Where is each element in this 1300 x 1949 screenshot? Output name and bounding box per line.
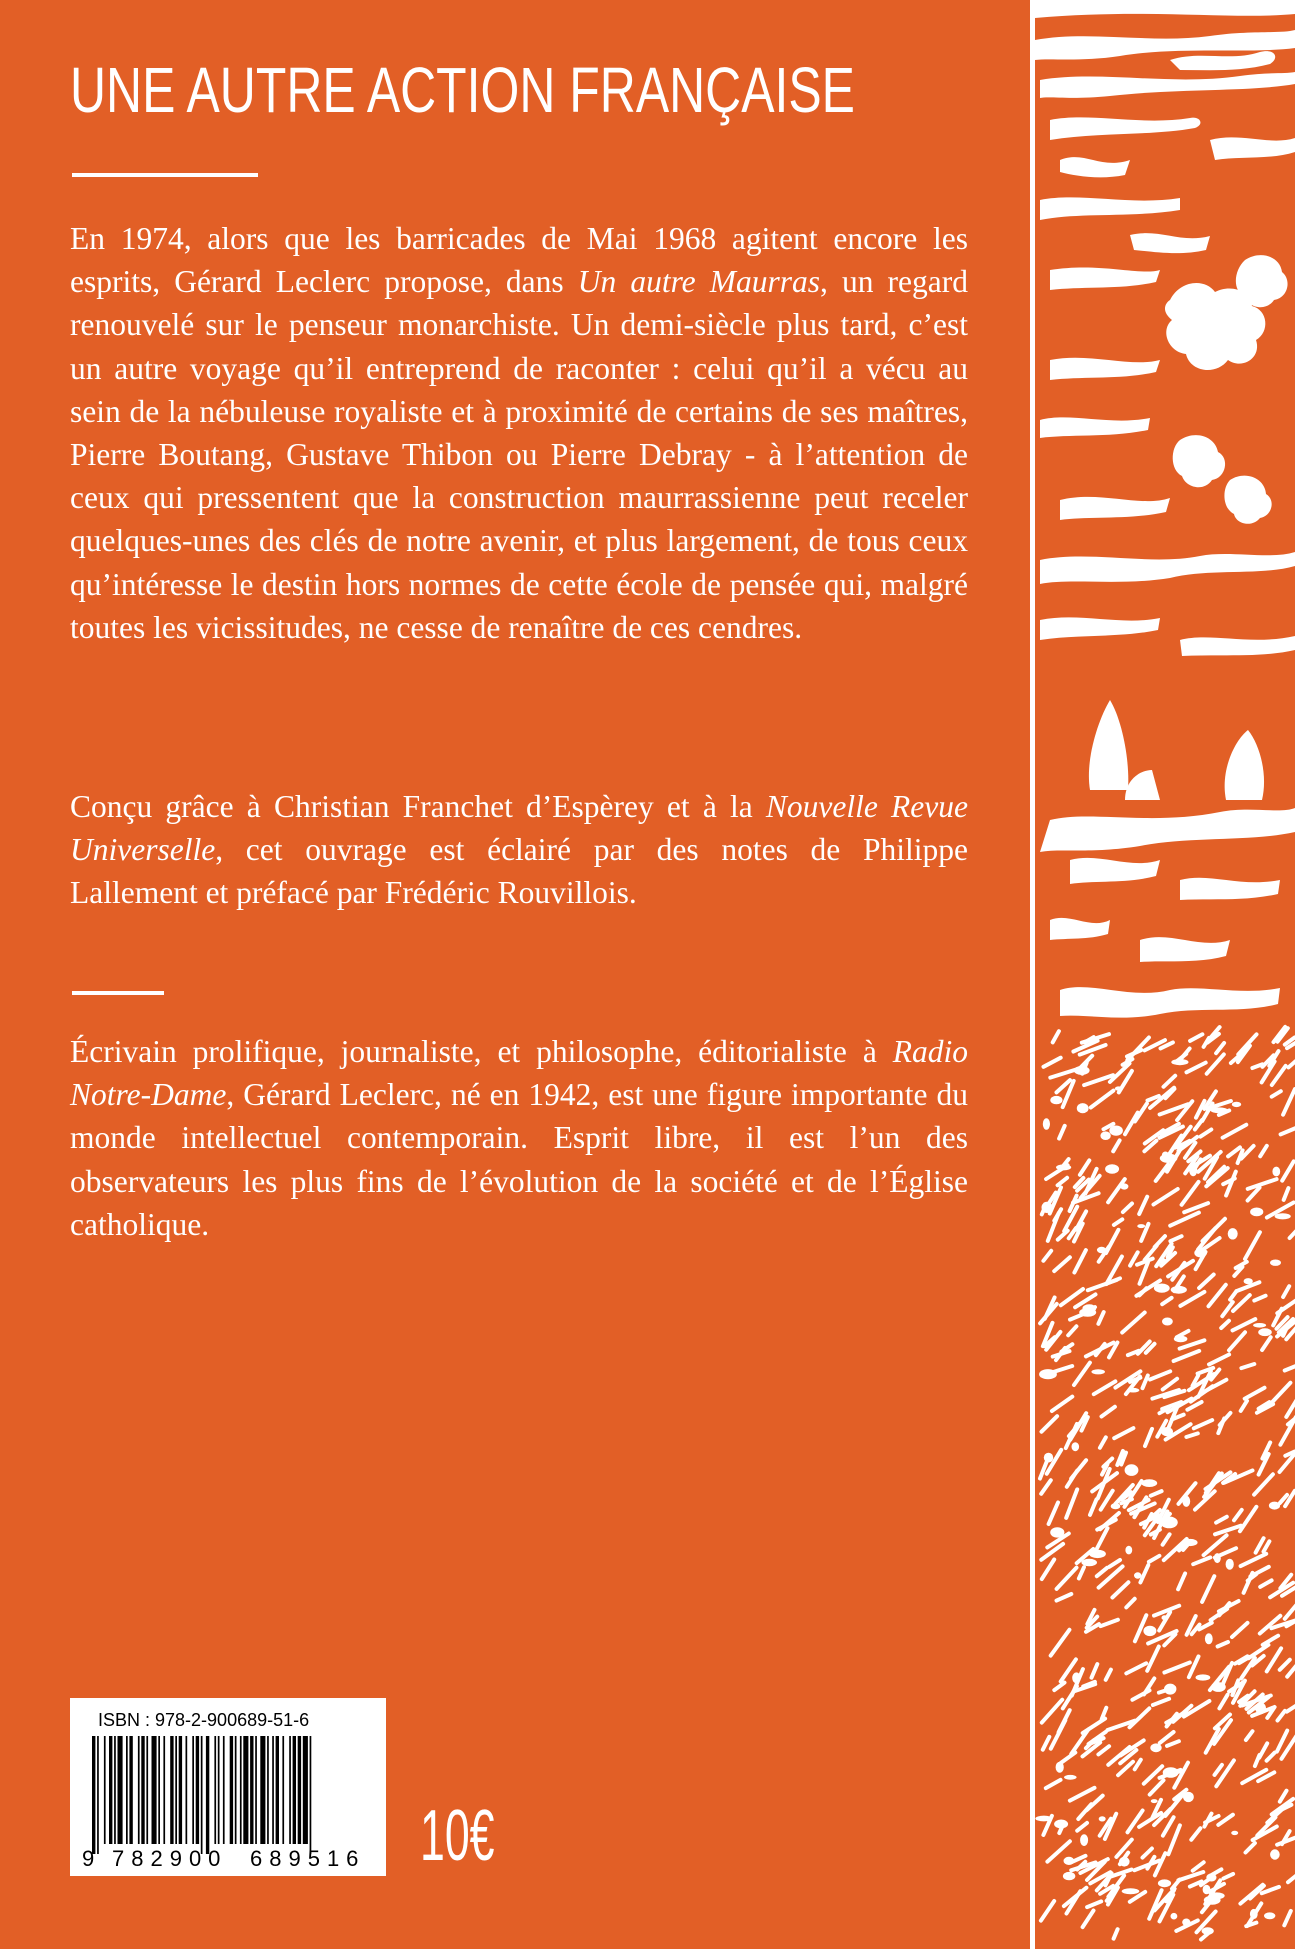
barcode-bar xyxy=(230,1736,233,1844)
barcode-bar xyxy=(303,1736,308,1844)
woodcut-blob xyxy=(1244,1278,1253,1284)
woodcut-blob xyxy=(1231,1831,1238,1835)
woodcut-blob xyxy=(1270,1260,1281,1266)
barcode-bar xyxy=(310,1736,312,1854)
barcode-bar xyxy=(104,1736,106,1844)
woodcut-blob xyxy=(1205,1633,1213,1644)
barcode-bar xyxy=(92,1736,95,1854)
woodcut-blob xyxy=(1050,1096,1062,1104)
barcode-bar xyxy=(240,1736,242,1844)
bio-text-end: , Gérard Leclerc, né en 1942, est une figure importante du monde intellectuel contemporain. Esprit libre, il est l’un des observateurs les plus fins de l’évolution de la société et de l’Église catholique. xyxy=(70,1077,968,1242)
woodcut-blob xyxy=(1150,1743,1161,1752)
woodcut-blob xyxy=(1226,1559,1234,1570)
journal-reference: Nouvelle Revue Universelle xyxy=(70,789,968,868)
woodcut-blob xyxy=(1194,1248,1207,1257)
woodcut-blob xyxy=(1182,1496,1190,1507)
woodcut-blob xyxy=(1109,1126,1123,1136)
woodcut-blob xyxy=(1232,1102,1241,1107)
woodcut-blob xyxy=(1115,1086,1123,1090)
woodcut-blob xyxy=(1160,1517,1177,1529)
woodcut-blob xyxy=(1158,1879,1171,1887)
bio-text-start: Écrivain prolifique, journaliste, et philosophe, éditorialiste à xyxy=(70,1034,893,1069)
barcode-digits-left: 782900 xyxy=(112,1846,228,1871)
barcode-bar xyxy=(255,1736,257,1844)
woodcut-blob xyxy=(1183,1539,1197,1546)
woodcut-blob xyxy=(1250,1909,1258,1919)
isbn-label: ISBN : 978-2-900689-51-6 xyxy=(98,1710,310,1730)
barcode-bar xyxy=(282,1736,284,1844)
woodcut-blob xyxy=(1141,1479,1157,1487)
woodcut-blob xyxy=(1255,1702,1266,1714)
woodcut-blob xyxy=(1120,1183,1128,1189)
woodcut-blob xyxy=(1127,1388,1139,1393)
woodcut-blob xyxy=(1044,1453,1053,1463)
woodcut-blob xyxy=(1204,1896,1221,1905)
barcode-digit-first: 9 xyxy=(82,1846,95,1871)
barcode-bar xyxy=(276,1736,279,1844)
title-divider xyxy=(72,173,258,177)
book-reference: Un autre Maurras xyxy=(577,264,820,300)
barcode-bar xyxy=(206,1736,209,1854)
woodcut-art xyxy=(1030,0,1300,1949)
woodcut-blob xyxy=(1264,1912,1275,1919)
book-title: UNE AUTRE ACTION FRANÇAISE xyxy=(70,54,855,126)
barcode-bar xyxy=(260,1736,265,1844)
woodcut-blob xyxy=(1064,1857,1075,1865)
barcode-bar xyxy=(298,1736,301,1844)
woodcut-blob xyxy=(1171,1059,1188,1065)
barcode-bar xyxy=(179,1736,182,1844)
woodcut-blob xyxy=(1125,1464,1139,1476)
woodcut-blob xyxy=(1072,1672,1080,1683)
radio-reference: Radio Notre-Dame xyxy=(70,1034,968,1113)
woodcut-blob xyxy=(1074,1066,1090,1075)
woodcut-blob xyxy=(1196,1674,1211,1680)
woodcut-blob xyxy=(1171,1286,1187,1294)
woodcut-blob xyxy=(1143,1626,1156,1636)
barcode-bar xyxy=(214,1736,216,1844)
woodcut-blob xyxy=(1072,1442,1080,1451)
woodcut-blob xyxy=(1270,1849,1280,1859)
barcode-bar xyxy=(138,1736,140,1844)
woodcut-blob xyxy=(1039,1369,1057,1379)
woodcut-blob xyxy=(1091,1369,1105,1374)
woodcut-blob xyxy=(1162,1615,1168,1620)
woodcut-blob xyxy=(1125,1546,1132,1555)
woodcut-blob xyxy=(1162,1152,1169,1159)
barcode-bar xyxy=(152,1736,157,1844)
barcode-bar xyxy=(170,1736,173,1844)
woodcut-blob xyxy=(1162,1318,1173,1326)
woodcut-blob xyxy=(1082,1304,1096,1312)
woodcut-blob xyxy=(1250,1208,1263,1217)
credits-paragraph xyxy=(70,785,968,915)
author-bio-paragraph xyxy=(70,1030,968,1246)
woodcut-blob xyxy=(1275,1213,1291,1219)
woodcut-blob xyxy=(1064,1775,1077,1780)
barcode-bar xyxy=(223,1736,225,1844)
woodcut-blob xyxy=(1206,1874,1216,1882)
woodcut-blob xyxy=(1080,1834,1088,1846)
woodcut-blob xyxy=(1189,1165,1197,1177)
barcode-bar xyxy=(158,1736,160,1844)
woodcut-blob xyxy=(1272,1167,1280,1177)
woodcut-blob xyxy=(1035,1816,1052,1822)
synopsis-text-end: , un regard renouvelé sur le penseur monarchiste. Un demi-siècle plus tard, c’est un autre voyage qu’il entreprend de raconter : celui qu’il a vécu au sein de la nébuleuse royaliste et à proximité de certains de ses maîtres, Pierre Boutang, Gustave Thibon ou Pierre Debray - à l’attention de ceux qui pressentent que la construction maurrassienne peut receler quelques-unes des clés de notre avenir, et plus largement, de tous ceux qu’intéresse le destin hors normes de cette école de pensée qui, malgré toutes les vicissitudes, ne cesse de renaître de ces cendres. xyxy=(70,264,968,645)
credits-text-end: , cet ouvrage est éclairé par des notes de Philippe Lallement et préfacé par Frédéric Rouvillois. xyxy=(70,832,968,911)
woodcut-blob xyxy=(1056,1164,1071,1170)
woodcut-blob xyxy=(1163,1767,1179,1778)
woodcut-blob xyxy=(1077,1103,1089,1113)
woodcut-blob xyxy=(1202,1927,1214,1934)
woodcut-blob xyxy=(1099,1816,1106,1821)
barcode-bar xyxy=(141,1736,144,1844)
barcode-bar xyxy=(293,1736,296,1844)
woodcut-blob xyxy=(1160,1258,1166,1265)
barcode-bar xyxy=(235,1736,237,1844)
woodcut-blob xyxy=(1043,1118,1050,1130)
woodcut-blob xyxy=(1154,1284,1170,1293)
woodcut-blob xyxy=(1161,1427,1173,1436)
woodcut-blob xyxy=(1269,1502,1280,1510)
woodcut-blob xyxy=(1119,1857,1130,1867)
barcode-bar xyxy=(175,1736,177,1844)
barcode-bar xyxy=(109,1736,112,1844)
synopsis-paragraph xyxy=(70,217,968,649)
barcode-bar xyxy=(267,1736,269,1844)
woodcut-blob xyxy=(1042,1202,1053,1213)
barcode-bar xyxy=(196,1736,199,1844)
barcode-digits-right: 689516 xyxy=(250,1846,366,1871)
woodcut-illustration xyxy=(1030,0,1300,1949)
barcode-bar xyxy=(114,1736,116,1844)
barcode-bar xyxy=(186,1736,188,1844)
woodcut-blob xyxy=(1063,1872,1075,1880)
woodcut-blob xyxy=(1151,1799,1158,1803)
woodcut-blob xyxy=(1258,1328,1272,1336)
woodcut-blob xyxy=(1253,1323,1266,1328)
woodcut-blob xyxy=(1211,1682,1226,1692)
barcode-bar xyxy=(192,1736,194,1844)
barcode-bar xyxy=(272,1736,274,1844)
woodcut-blob xyxy=(1111,1503,1121,1509)
woodcut-blob xyxy=(1054,1820,1068,1829)
barcode-bar xyxy=(243,1736,248,1844)
woodcut-blob xyxy=(1122,1888,1140,1894)
woodcut-blob xyxy=(1203,1885,1211,1895)
woodcut-blob xyxy=(1105,1164,1119,1173)
woodcut-blob xyxy=(1214,1553,1221,1563)
woodcut-blob xyxy=(1174,1336,1188,1343)
section-divider xyxy=(72,991,164,995)
barcode-bar xyxy=(97,1736,99,1854)
credits-text-start: Conçu grâce à Christian Franchet d’Espèrey et à la xyxy=(70,789,766,824)
barcode-bar xyxy=(250,1736,253,1844)
barcode-bar xyxy=(129,1736,132,1844)
woodcut-blob xyxy=(1210,1107,1228,1113)
price-label: 10€ xyxy=(420,1796,495,1876)
woodcut-blob xyxy=(1100,1131,1110,1140)
woodcut-blob xyxy=(1228,1228,1238,1239)
woodcut-blob xyxy=(1171,1913,1178,1920)
barcode-bar xyxy=(126,1736,128,1844)
woodcut-blob xyxy=(1050,1527,1064,1537)
woodcut-blob xyxy=(1081,1559,1097,1566)
woodcut-blob xyxy=(1134,1572,1141,1578)
synopsis-text-start: En 1974, alors que les barricades de Mai 1968 agitent encore les esprits, Gérard Leclerc propose, dans xyxy=(70,221,968,300)
woodcut-blob xyxy=(1056,1762,1064,1773)
woodcut-blob xyxy=(1137,1224,1145,1228)
barcode-bar xyxy=(146,1736,148,1844)
woodcut-blob xyxy=(1183,1792,1194,1802)
barcode-bar xyxy=(289,1736,291,1844)
barcode-bar xyxy=(201,1736,203,1854)
woodcut-blob xyxy=(1097,1247,1106,1253)
woodcut-blob xyxy=(1182,1919,1190,1927)
barcode-box xyxy=(70,1698,386,1876)
barcode-bar xyxy=(118,1736,123,1844)
barcode-digits xyxy=(82,1846,378,1870)
barcode-bar xyxy=(218,1736,220,1844)
woodcut-blob xyxy=(1089,1550,1106,1558)
woodcut-blob xyxy=(1164,1684,1176,1695)
barcode-bar xyxy=(163,1736,165,1844)
